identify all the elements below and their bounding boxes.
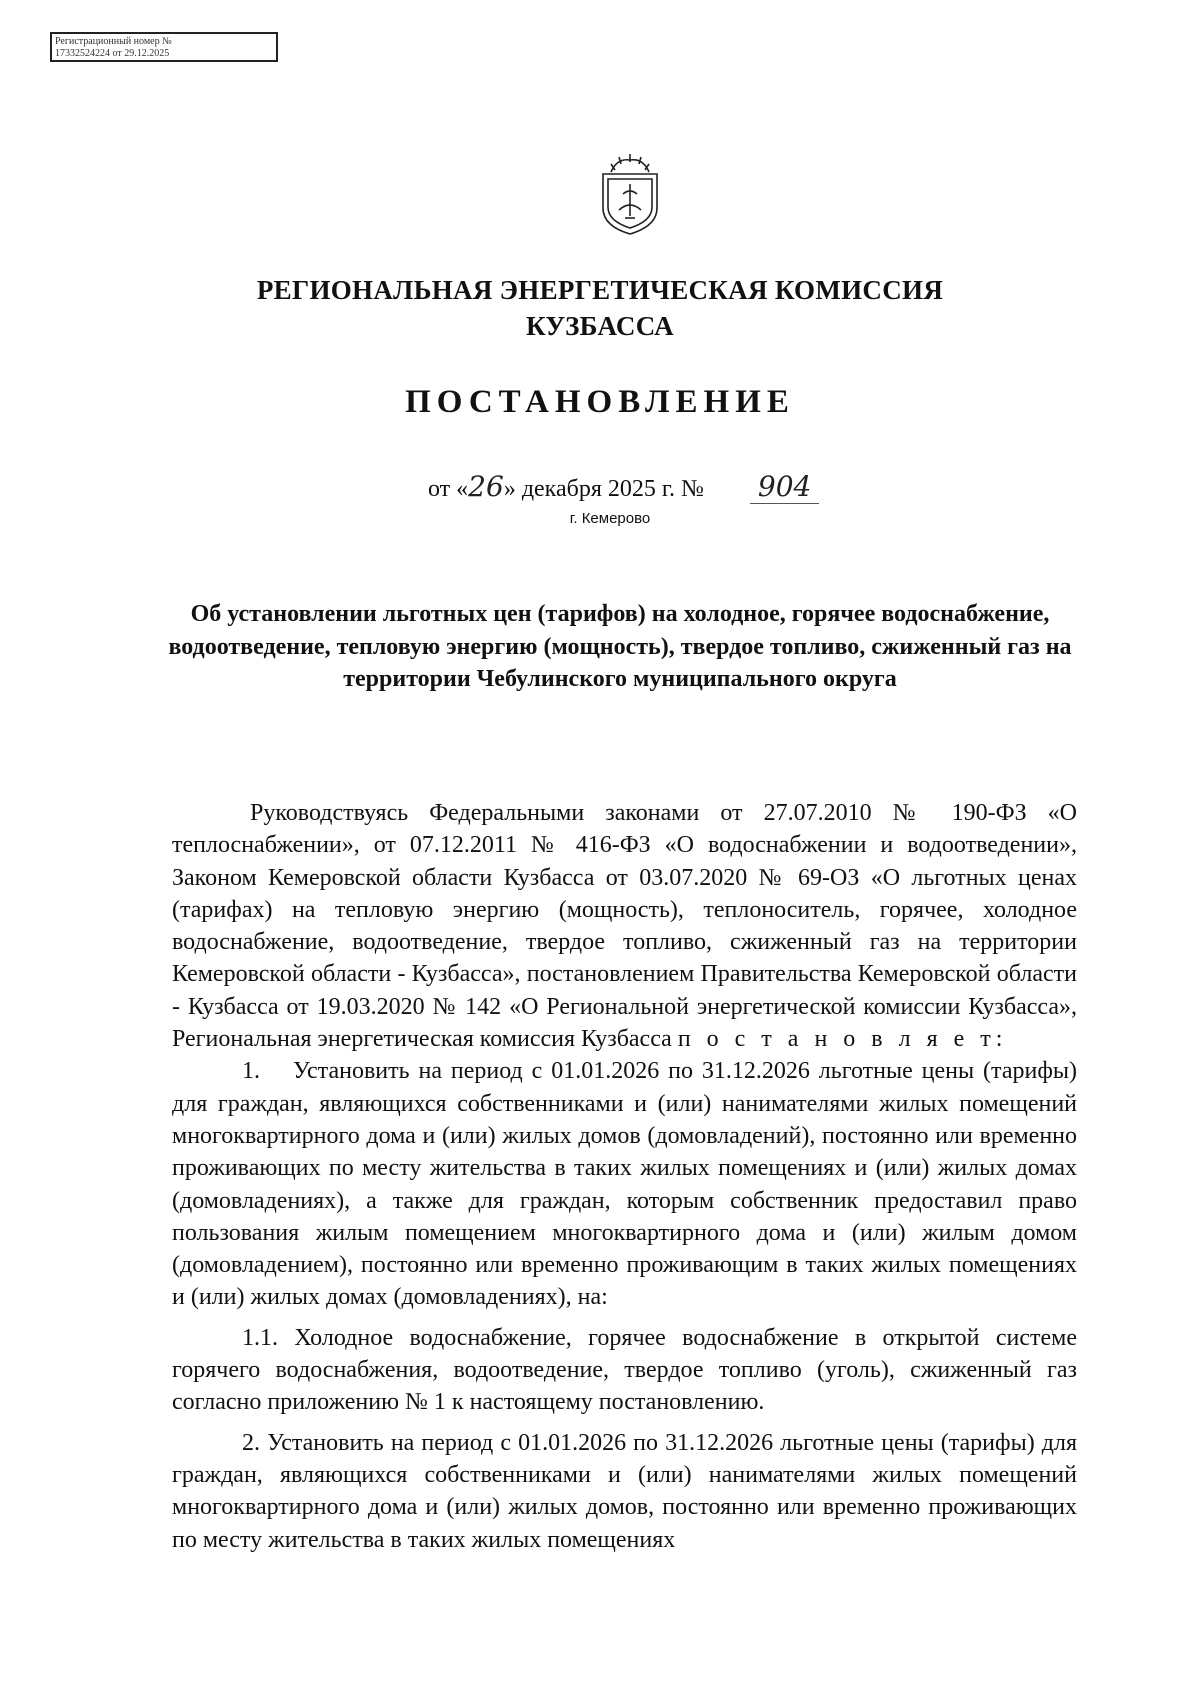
- organization-line-1: РЕГИОНАЛЬНАЯ ЭНЕРГЕТИЧЕСКАЯ КОМИССИЯ: [256, 275, 944, 305]
- preamble-text: Руководствуясь Федеральными законами от 27.07.2010 № 190-ФЗ «О теплоснабжении», от 07.12.2011 № 416-ФЗ «О водоснабжении и водоотведении», Законом Кемеровской области Кузбасса от 03.07.2020 № 69-ОЗ «О льготных ценах (тарифах) на тепловую энергию (мощность), теплоноситель, горячее, холодное водоснабжение, водоотведение, твердое топливо, сжиженный газ на территории Кемеровской области - Кузбасса», постановлением Правительства Кемеровской области - Кузбасса от 19.03.2020 № 142 «О Региональной энергетической комиссии Кузбасса», Региональная энергетическая комиссия Кузбасса: [172, 800, 1077, 1053]
- document-title: Об установлении льготных цен (тарифов) на холодное, горячее водоснабжение, водоотведение, тепловую энергию (мощность), твердое топливо, сжиженный газ на территории Чебулинского муниципального округа: [168, 601, 1072, 692]
- organization-name: [0, 272, 1200, 344]
- document-body: [172, 797, 1077, 1556]
- date-day: 26: [468, 470, 504, 503]
- item-1: 1. Установить на период с 01.01.2026 по 31.12.2026 льготные цены (тарифы) для граждан, являющихся собственниками и (или) нанимателями жилых помещений многоквартирного дома и (или) жилых домов (домовладений), постоянно или временно проживающих по месту жительства в таких жилых помещениях и (или) жилых домах (домовладениях), а также для граждан, которым собственник предоставил право пользования жилым помещением многоквартирного дома и (или) жилым домом (домовладением), постоянно или временно проживающим в таких жилых помещениях и (или) жилых домах (домовладениях), на:: [172, 1058, 1077, 1311]
- registration-line-2: 17332524224 от 29.12.2025: [55, 48, 170, 59]
- registration-stamp: [50, 32, 278, 62]
- resolves-text: п о с т а н о в л я е т:: [677, 1026, 1008, 1053]
- registration-line-1: Регистрационный номер №: [55, 36, 172, 47]
- document-date-line: [428, 470, 819, 503]
- document-type: ПОСТАНОВЛЕНИЕ: [405, 384, 795, 420]
- item-2: 2. Установить на период с 01.01.2026 по 31.12.2026 льготные цены (тарифы) для граждан, являющихся собственниками и (или) нанимателями жилых помещений многоквартирного дома и (или) жилых домов, постоянно или временно проживающих по месту жительства в таких жилых помещениях: [172, 1429, 1077, 1553]
- item-1-1: 1.1. Холодное водоснабжение, горячее водоснабжение в открытой системе горячего водоснабжения, водоотведение, твердое топливо (уголь), сжиженный газ согласно приложению № 1 к настоящему постановлению.: [172, 1324, 1077, 1416]
- preamble-paragraph: [172, 797, 1077, 1055]
- organization-line-2: КУЗБАССА: [526, 311, 674, 341]
- date-prefix: от «: [428, 476, 469, 502]
- date-rest: » декабря 2025 г. №: [503, 476, 704, 502]
- city: г. Кемерово: [569, 510, 651, 527]
- document-number: 904: [750, 470, 819, 504]
- coat-of-arms-icon: [597, 150, 663, 236]
